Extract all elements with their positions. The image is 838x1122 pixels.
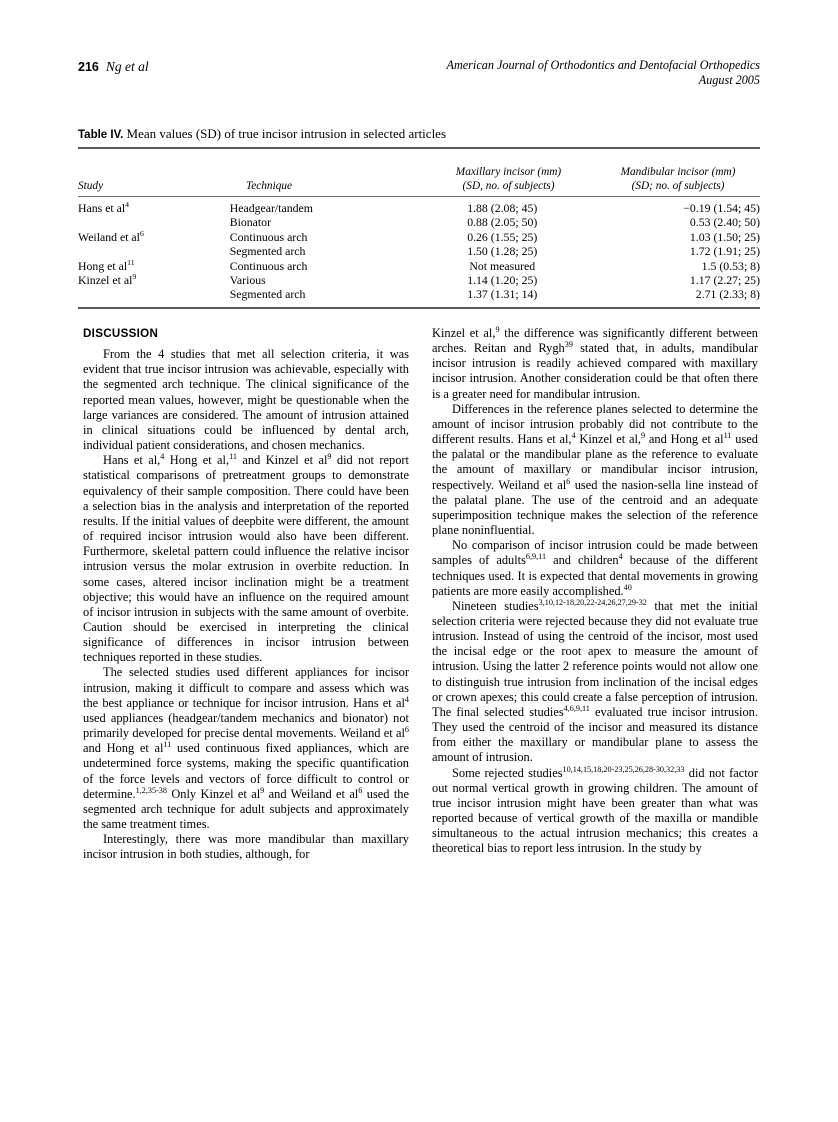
column-header-mandibular	[596, 166, 760, 196]
cell-study: Weiland et $al^6$	[78, 228, 144, 244]
cell-technique: Continuous arch	[229, 229, 308, 244]
citation-superscript: 1,2,35-38	[135, 785, 167, 795]
paragraph: Hans et al,$^4$ Hong et al,$^{11}$ and Kinzel et $al^9$ did not report statistical comparisons of pretreatment groups to demonstrate equivalency of their sample composition. There could have been a selection bias in the analysis and interpretation of the reported results. If the initial values of deepbite were different, the amount of required incisor intrusion would also have been different. Furthermore, skeletal pattern could influence the relative incisor intrusion versus the molar extrusion in overbite reduction. In some cases, altered incisor inclination might be a treatment objective; this would have an influence on the required amount of incisor intrusion in subjects with the same amount of overbite. Caution should be exercised in interpreting the clinical significance of differences in incisor intrusion between techniques reported in these studies.	[83, 452, 409, 665]
table-label: Table IV.	[78, 129, 124, 141]
table-body	[78, 197, 760, 307]
column-header-technique: Technique	[246, 179, 293, 192]
citation-superscript: 3,10,12-18,20,22-24,26,27,29-32	[538, 597, 647, 607]
citation-superscript: 4	[404, 694, 409, 704]
study-reference-superscript: 9	[132, 272, 137, 282]
cell-maxillary-value: 0.26 (1.55; 25)	[467, 229, 538, 244]
table-iv	[78, 126, 760, 309]
study-reference-superscript: 11	[127, 257, 135, 267]
cell-maxillary-value: 1.50 (1.28; 25)	[467, 244, 538, 259]
cell-study: Hong et $al^{11}$	[78, 257, 135, 273]
table-caption-text: Mean values (SD) of true incisor intrusion in selected articles	[126, 126, 447, 141]
citation-superscript: 6	[358, 785, 363, 795]
cell-technique: Headgear/tandem	[229, 201, 313, 215]
citation-superscript: 11	[229, 452, 237, 462]
cell-technique: Segmented arch	[229, 287, 306, 302]
running-head-left	[78, 58, 149, 76]
cell-maxillary-value: 1.88 (2.08; 45)	[467, 201, 538, 215]
citation-superscript: 6	[566, 476, 571, 486]
citation-superscript: 11	[163, 740, 172, 750]
table-rule-bottom	[78, 307, 760, 309]
left-column-body	[83, 347, 409, 862]
table-row	[78, 230, 760, 244]
section-heading-discussion: DISCUSSION	[83, 327, 159, 340]
right-column-body	[432, 326, 758, 856]
paragraph: Nineteen studies$^{3,10,12-18,20,22-24,26,27,29-32}$ that met the initial selection criteria were rejected because they did not evaluate true intrusion. Instead of using the centroid of the incisor, most used the incisal edge or the root apex to measure the amount of intrusion. Using the latter 2 reference points would not allow one to distinguish true intrusion from inclination of the incisal edges or crown apexes; this could create a false perception of intrusion. The final selected studies$^{4,6,9,11}$ evaluated true incisor intrusion. They used the centroid of the incisor and measured its distance from either the maxillary or mandibular plane to assess the amount of intrusion.	[432, 597, 758, 765]
citation-superscript: 40	[623, 582, 632, 592]
column-header-maxillary-line1: Maxillary incisor (mm)	[455, 166, 562, 178]
page-folio: 216	[78, 60, 99, 74]
citation-superscript: 6,9,11	[525, 552, 547, 562]
citation-superscript: 6	[404, 724, 409, 734]
table-row	[78, 259, 760, 273]
table-row	[78, 273, 760, 287]
cell-technique: Various	[229, 273, 266, 288]
discussion-right-column	[432, 326, 758, 856]
running-head-right	[447, 58, 760, 88]
running-head-author: Ng et al	[105, 59, 149, 74]
cell-mandibular-value: 1.72 (1.91; 25)	[689, 244, 760, 259]
column-header-mandibular-line1: Mandibular incisor (mm)	[620, 166, 736, 178]
cell-mandibular-value: 1.17 (2.27; 25)	[689, 273, 760, 288]
citation-superscript: 4	[160, 452, 165, 462]
table-head-spacer	[78, 149, 760, 166]
cell-mandibular-value: 0.53 (2.40; 50)	[689, 215, 760, 230]
citation-superscript: 11	[723, 430, 732, 440]
paragraph: Kinzel et al,$^9$ the difference was significantly different between arches. Reitan and Rygh$^{39}$ stated that, in adults, mandibular incisor intrusion is readily achieved compared with maxillary incisor intrusion. Another consideration could be that often there is a greater need for mandibular intrusion.	[432, 324, 758, 401]
table-iv-grid	[78, 149, 760, 196]
paragraph: Some rejected studies$^{10,14,15,18,20-23,25,26,28-30,32,33}$ did not factor out normal vertical growth in growing children. The amount of true incisor intrusion might have been greater than what was reported because of vertical growth of the maxilla or mandible simultaneous to the actual intrusion mechanics; this creates a theoretical bias to report less intrusion. In the study by	[432, 764, 758, 856]
study-reference-superscript: 6	[139, 228, 144, 238]
cell-maxillary-value: 0.88 (2.05; 50)	[467, 215, 538, 230]
journal-title: American Journal of Orthodontics and Dentofacial Orthopedics	[446, 58, 760, 72]
discussion-left-column	[83, 326, 409, 862]
cell-technique: Segmented arch	[229, 244, 306, 259]
table-iv-body-grid	[78, 197, 760, 307]
paragraph: Differences in the reference planes selected to determine the amount of incisor intrusion probably did not contribute to the different results. Hans et al,$^4$ Kinzel et al,$^9$ and Hong et $al^{11}$ used the palatal or the mandibular plane as the reference to evaluate the amount of maxillary or mandibular incisor intrusion, respectively. Weiland et $al^6$ used the nasion-sella line instead of the palatal plane. The use of the centroid and an adequate superimposition technique makes the selection of the reference plane noninfluential.	[432, 401, 758, 538]
cell-mandibular-value: 2.71 (2.33; 8)	[695, 287, 760, 302]
running-head	[78, 58, 760, 98]
paragraph: From the 4 studies that met all selection criteria, it was evident that true incisor intrusion was achievable, especially with the segmented arch technique. The clinical significance of the reported mean values, however, might be questionable when the large variances are considered. The amount of intrusion attained in clinical situations could be influenced by dental arch, individual patient considerations, and chosen mechanics.	[83, 347, 409, 453]
citation-superscript: 4	[618, 552, 623, 562]
cell-maxillary-value: 1.14 (1.20; 25)	[467, 273, 538, 288]
column-header-study: Study	[78, 179, 104, 192]
cell-maxillary-value: Not measured	[469, 258, 536, 273]
table-row	[78, 201, 760, 215]
citation-superscript: 9	[260, 785, 265, 795]
citation-superscript: 9	[327, 452, 332, 462]
cell-study: Hans et $al^4$	[78, 200, 130, 215]
citation-superscript: 4	[571, 430, 576, 440]
cell-mandibular-value: 1.03 (1.50; 25)	[689, 229, 760, 244]
paragraph: The selected studies used different appliances for incisor intrusion, making it difficult to compare and assess which was the best appliance or technique for incisor intrusion. Hans et $al^4$ used appliances (headgear/tandem mechanics and bionator) not primarily developed for precise dental movements. Weiland et $al^6$ and Hong et $al^{11}$ used continuous fixed appliances, which are undetermined force systems, making the specific quantification of the force levels and vectors of force difficult to control or determine.$^{1,2,35-38}$ Only Kinzel et $al^9$ and Weiland et $al^6$ used the segmented arch technique for adult subjects and approximately the same treatment times.	[83, 665, 409, 831]
citation-superscript: 9	[495, 324, 500, 334]
table-caption	[78, 126, 760, 143]
paragraph: No comparison of incisor intrusion could be made between samples of adults$^{6,9,11}$ and children$^4$ because of the different techniques used. It is expected that dental movements in growing patients are more easily accomplished.$^{40}$	[432, 538, 758, 598]
cell-study: Kinzel et $al^9$	[78, 272, 137, 288]
citation-superscript: 39	[564, 340, 573, 350]
citation-superscript: 9	[641, 430, 646, 440]
study-reference-superscript: 4	[125, 200, 130, 210]
cell-technique: Continuous arch	[229, 258, 308, 273]
paragraph: Interestingly, there was more mandibular than maxillary incisor intrusion in both studies, although, for	[83, 832, 409, 862]
cell-technique: Bionator	[229, 215, 272, 230]
cell-maxillary-value: 1.37 (1.31; 14)	[467, 287, 538, 302]
citation-superscript: 10,14,15,18,20-23,25,26,28-30,32,33	[562, 764, 685, 774]
cell-mandibular-value: 1.5 (0.53; 8)	[701, 258, 760, 273]
table-header-row	[78, 166, 760, 196]
column-header-maxillary	[421, 166, 596, 196]
column-header-maxillary-line2: (SD, no. of subjects)	[462, 179, 555, 192]
issue-date: August 2005	[698, 73, 760, 87]
citation-superscript: 4,6,9,11	[563, 703, 590, 713]
table-head	[78, 149, 760, 196]
cell-mandibular-value: −0.19 (1.54; 45)	[683, 201, 760, 215]
column-header-mandibular-line2: (SD; no. of subjects)	[631, 179, 725, 192]
